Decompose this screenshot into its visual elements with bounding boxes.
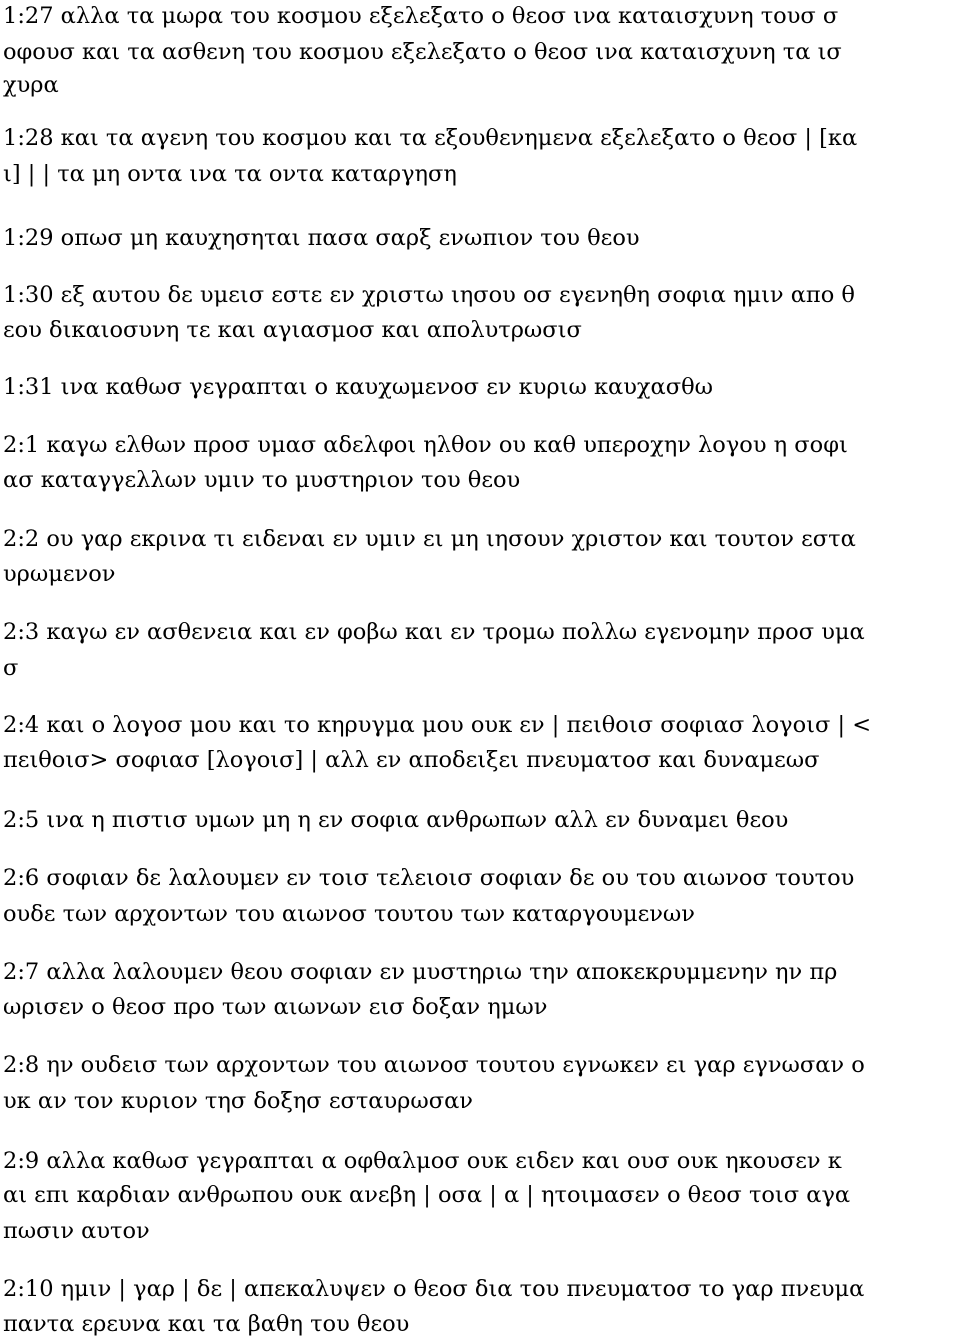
verse-2-6-line-1: 2:6 σοφιαν δε λαλουμεν εν τοισ τελειοισ σοφιαν δε ου του αιωνοσ τουτου: [3, 865, 855, 891]
verse-1-30-line-2: εου δικαιοσυνη τε και αγιασμοσ και απολυτρωσισ: [3, 317, 582, 343]
verse-2-9-line-3: πωσιν αυτον: [3, 1218, 150, 1244]
verse-2-9-line-1: 2:9 αλλα καθωσ γεγραπται α οφθαλμοσ ουκ ειδεν και ουσ ουκ ηκουσεν κ: [3, 1148, 842, 1174]
verse-2-2-line-1: 2:2 ου γαρ εκρινα τι ειδεναι εν υμιν ει μη ιησουν χριστον και τουτον εστα: [3, 526, 856, 552]
verse-2-3-line-1: 2:3 καγω εν ασθενεια και εν φοβω και εν τρομω πολλω εγενομην προσ υμα: [3, 619, 865, 645]
verse-1-28-line-2: ι] | | τα μη οντα ινα τα οντα καταργηση: [3, 161, 457, 187]
verse-2-4-line-1: 2:4 και ο λογοσ μου και το κηρυγμα μου ουκ εν | πειθοισ σοφιασ λογοισ | <: [3, 712, 872, 738]
verse-2-2-line-2: υρωμενον: [3, 561, 116, 587]
verse-2-10-line-1: 2:10 ημιν | γαρ | δε | απεκαλυψεν ο θεοσ δια του πνευματοσ το γαρ πνευμα: [3, 1276, 865, 1302]
verse-2-1-line-2: ασ καταγγελλων υμιν το μυστηριον του θεου: [3, 467, 521, 493]
verse-1-31-line-1: 1:31 ινα καθωσ γεγραπται ο καυχωμενοσ εν κυριω καυχασθω: [3, 374, 713, 400]
verse-2-7-line-1: 2:7 αλλα λαλουμεν θεου σοφιαν εν μυστηριω την αποκεκρυμμενην ην πρ: [3, 959, 838, 985]
verse-2-9-line-2: αι επι καρδιαν ανθρωπου ουκ ανεβη | οσα | α | ητοιμασεν ο θεοσ τοισ αγα: [3, 1182, 851, 1208]
verse-2-6-line-2: ουδε των αρχοντων του αιωνοσ τουτου των καταργουμενων: [3, 901, 695, 927]
verse-2-8-line-2: υκ αν τον κυριον τησ δοξησ εσταυρωσαν: [3, 1088, 473, 1114]
verse-2-1-line-1: 2:1 καγω ελθων προσ υμασ αδελφοι ηλθον ου καθ υπεροχην λογου η σοφι: [3, 432, 848, 458]
verse-2-4-line-2: πειθοισ> σοφιασ [λογοισ] | αλλ εν αποδειξει πνευματοσ και δυναμεωσ: [3, 747, 820, 773]
verse-2-10-line-2: παντα ερευνα και τα βαθη του θεου: [3, 1311, 410, 1337]
verse-1-27-line-3: χυρα: [3, 72, 59, 98]
verse-1-30-line-1: 1:30 εξ αυτου δε υμεισ εστε εν χριστω ιησου οσ εγενηθη σοφια ημιν απο θ: [3, 282, 855, 308]
verse-2-7-line-2: ωρισεν ο θεοσ προ των αιωνων εισ δοξαν ημων: [3, 994, 548, 1020]
verse-2-5-line-1: 2:5 ινα η πιστισ υμων μη η εν σοφια ανθρωπων αλλ εν δυναμει θεου: [3, 807, 789, 833]
verse-1-28-line-1: 1:28 και τα αγενη του κοσμου και τα εξουθενημενα εξελεξατο ο θεοσ | [κα: [3, 125, 858, 151]
verse-2-3-line-2: σ: [3, 655, 19, 681]
verse-1-27-line-2: οφουσ και τα ασθενη του κοσμου εξελεξατο ο θεοσ ινα καταισχυνη τα ισ: [3, 39, 842, 65]
verse-1-27-line-1: 1:27 αλλα τα μωρα του κοσμου εξελεξατο ο θεοσ ινα καταισχυνη τουσ σ: [3, 3, 839, 29]
verse-1-29-line-1: 1:29 οπωσ μη καυχησηται πασα σαρξ ενωπιον του θεου: [3, 225, 640, 251]
verse-2-8-line-1: 2:8 ην ουδεισ των αρχοντων του αιωνοσ τουτου εγνωκεν ει γαρ εγνωσαν ο: [3, 1052, 865, 1078]
